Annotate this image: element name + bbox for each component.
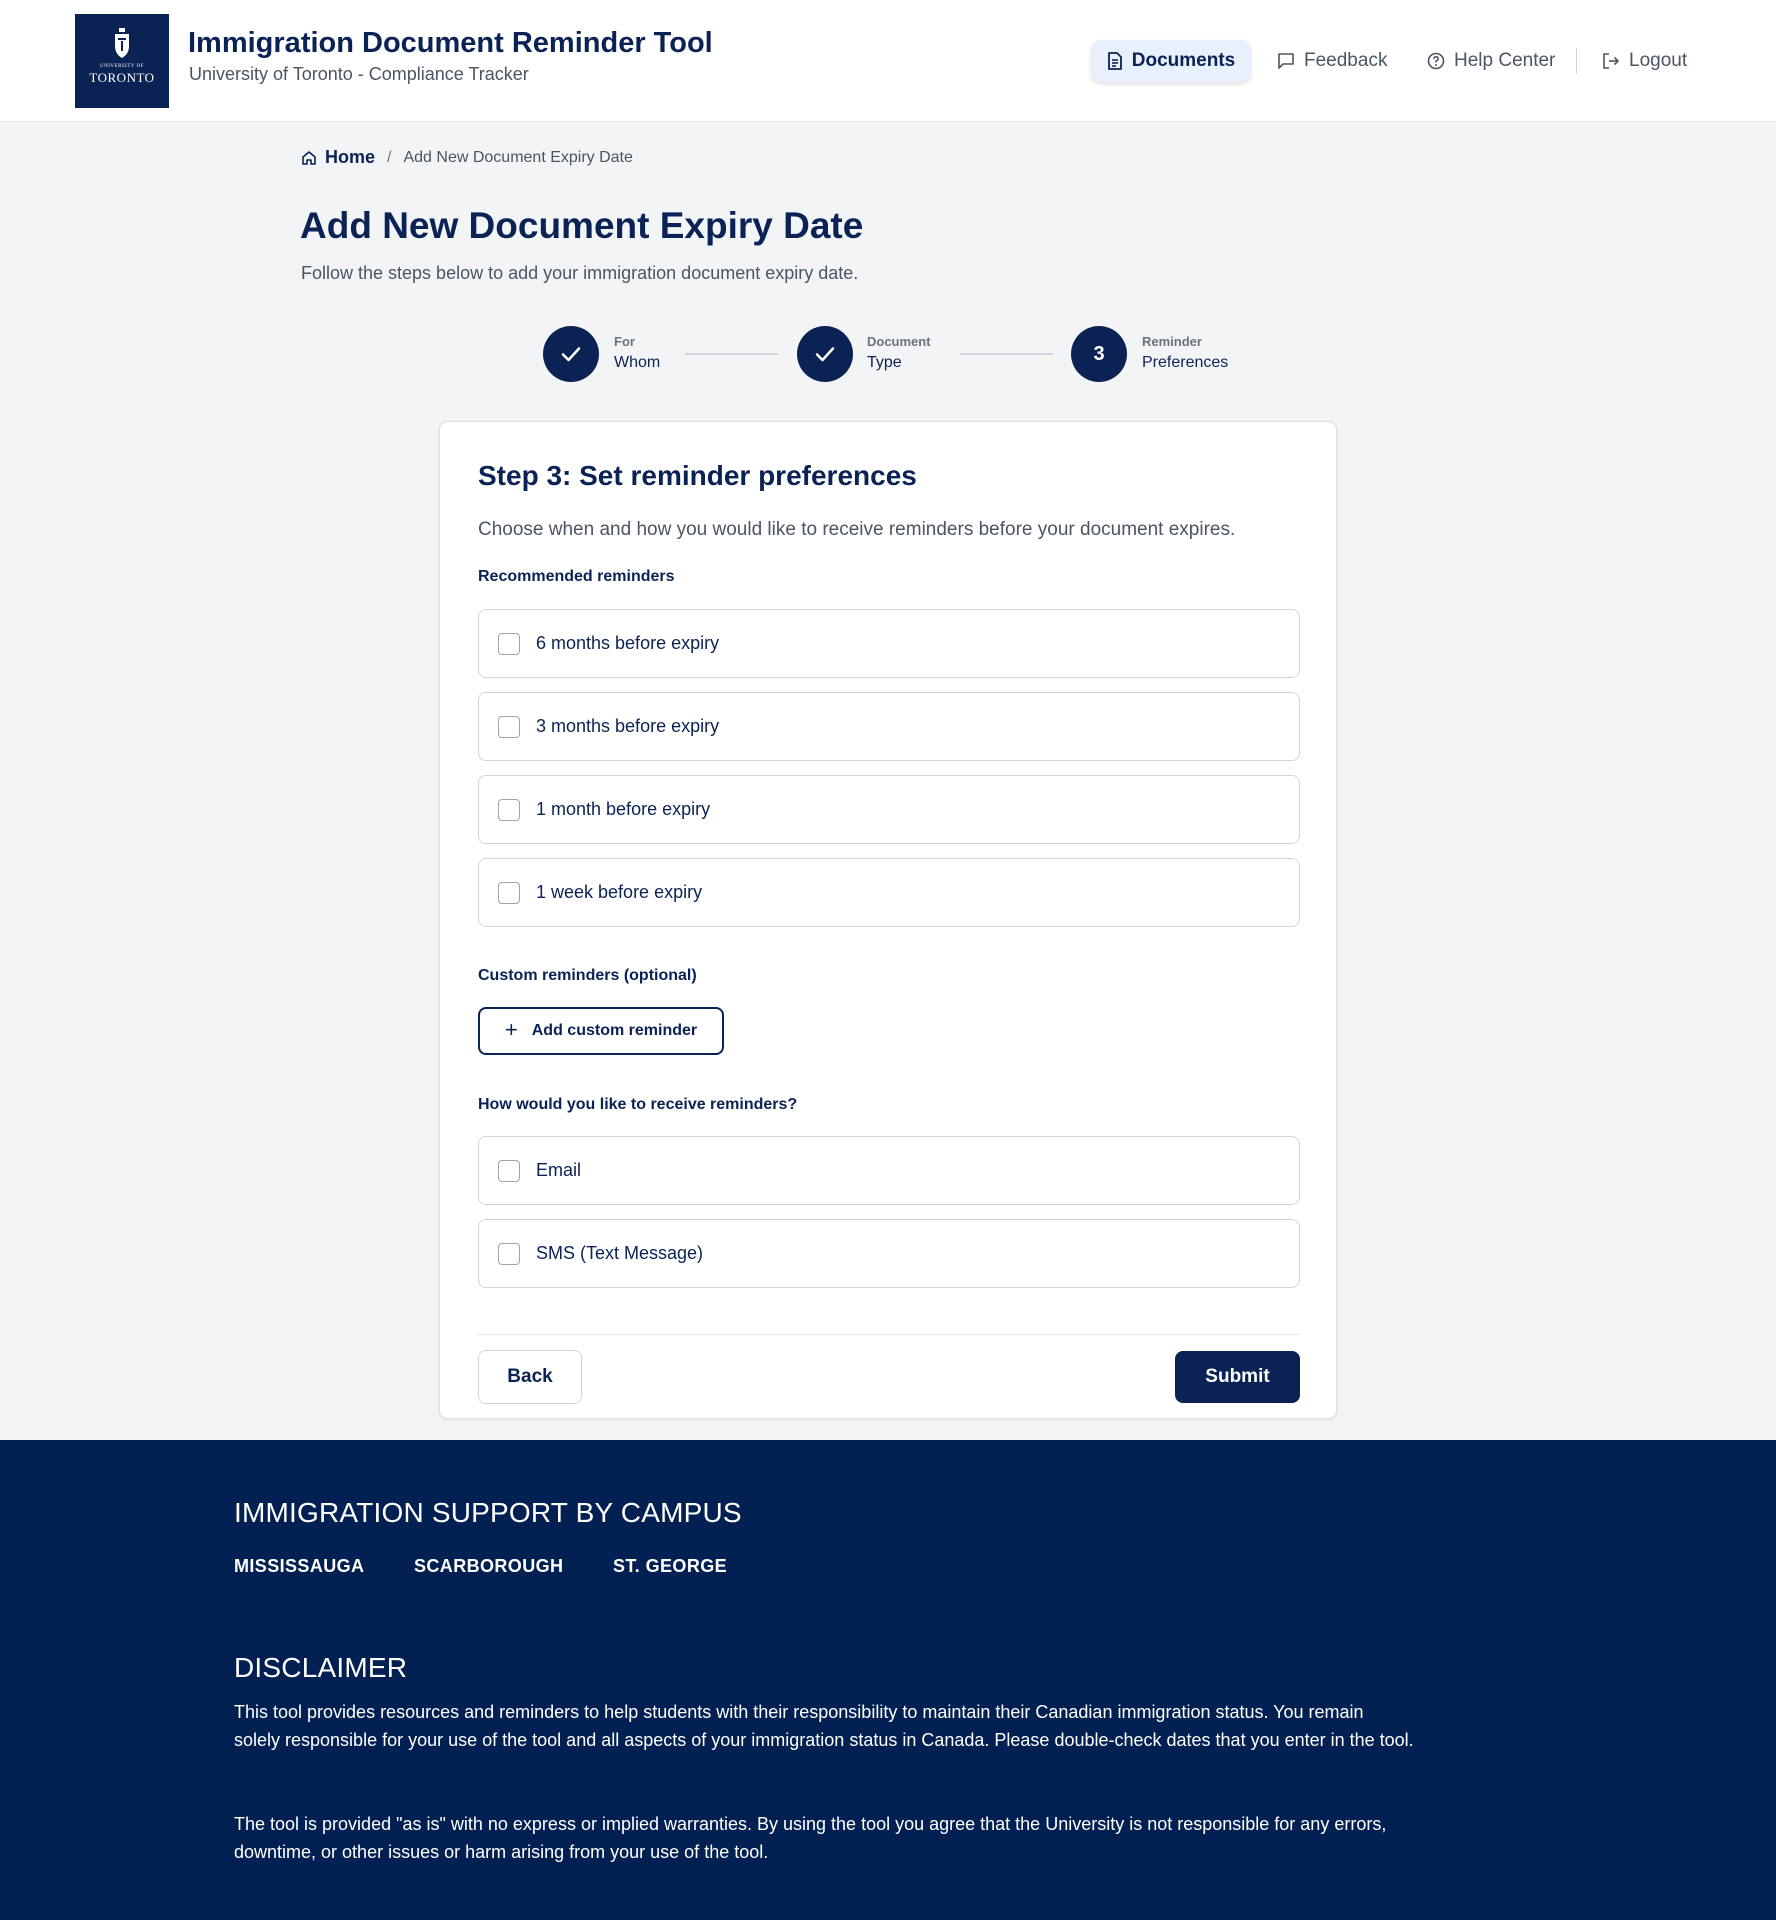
- step-3-label: [1142, 334, 1228, 372]
- breadcrumb-home[interactable]: Home: [325, 147, 376, 167]
- nav-divider: [1576, 48, 1577, 74]
- step-1-small: For: [614, 334, 635, 349]
- delivery-method-label: How would you like to receive reminders?: [478, 1096, 798, 1113]
- channel-option-label: SMS (Text Message): [536, 1243, 704, 1263]
- nav-logout[interactable]: [1602, 40, 1687, 82]
- step-2-circle: [797, 326, 853, 382]
- reminder-option-1-week[interactable]: [478, 858, 1300, 927]
- step-3-small: Reminder: [1142, 334, 1202, 349]
- step-3-number: 3: [1093, 342, 1105, 365]
- app-subtitle: University of Toronto - Compliance Tracker: [189, 64, 529, 84]
- step-connector-1: [685, 353, 778, 355]
- app-header: [0, 0, 1776, 122]
- step-3-main: Preferences: [1142, 354, 1229, 371]
- breadcrumb-separator: /: [387, 148, 392, 166]
- home-icon[interactable]: [301, 150, 317, 166]
- reminder-preferences-card: [439, 421, 1337, 1419]
- checkbox[interactable]: [498, 716, 520, 738]
- campus-link-mississauga[interactable]: MISSISSAUGA: [234, 1556, 365, 1576]
- page-subtitle: Follow the steps below to add your immigration document expiry date.: [301, 263, 859, 283]
- reminder-option-3-months[interactable]: [478, 692, 1300, 761]
- add-custom-reminder-label: Add custom reminder: [531, 1022, 698, 1039]
- site-footer: [0, 1440, 1776, 1920]
- nav-feedback-label: Feedback: [1304, 50, 1388, 71]
- checkbox[interactable]: [498, 1160, 520, 1182]
- disclaimer-heading: DISCLAIMER: [234, 1652, 408, 1683]
- card-title: Step 3: Set reminder preferences: [478, 460, 917, 491]
- nav-help-center[interactable]: [1427, 40, 1555, 82]
- help-circle-icon: [1427, 52, 1445, 70]
- document-icon: [1107, 52, 1123, 70]
- step-1-main: Whom: [614, 354, 661, 371]
- card-footer-divider: [478, 1334, 1300, 1335]
- checkmark-icon: [559, 342, 583, 366]
- campus-heading: IMMIGRATION SUPPORT BY CAMPUS: [234, 1497, 742, 1528]
- disclaimer-paragraph-2: The tool is provided "as is" with no express or implied warranties. By using the tool you agree that the University is not responsible for any errors, downtime, or other issues or harm arising from your use of the tool.: [234, 1814, 1387, 1862]
- reminder-option-label: 6 months before expiry: [536, 633, 720, 653]
- page-title: Add New Document Expiry Date: [300, 205, 864, 246]
- step-2-main: Type: [867, 354, 902, 371]
- step-2-label: [867, 334, 931, 372]
- nav-help-label: Help Center: [1454, 50, 1556, 71]
- university-logo[interactable]: [75, 14, 169, 108]
- nav-feedback[interactable]: [1277, 40, 1387, 82]
- campus-link-st-george[interactable]: ST. GEORGE: [613, 1556, 728, 1576]
- checkbox[interactable]: [498, 882, 520, 904]
- back-button[interactable]: Back: [478, 1350, 582, 1404]
- checkmark-icon: [813, 342, 837, 366]
- submit-button[interactable]: Submit: [1175, 1351, 1300, 1403]
- logo-line-1: UNIVERSITY OF: [100, 64, 144, 69]
- logo-line-2: TORONTO: [89, 70, 155, 85]
- checkbox[interactable]: [498, 799, 520, 821]
- logout-icon: [1602, 52, 1620, 70]
- step-3-circle: [1071, 326, 1127, 382]
- card-description: Choose when and how you would like to receive reminders before your document expires.: [478, 519, 1236, 540]
- reminder-option-6-months[interactable]: [478, 609, 1300, 678]
- checkbox[interactable]: [498, 633, 520, 655]
- app-title: Immigration Document Reminder Tool: [188, 27, 713, 59]
- channel-option-sms[interactable]: [478, 1219, 1300, 1288]
- message-icon: [1277, 52, 1295, 70]
- breadcrumb: [301, 147, 633, 168]
- plus-icon: +: [504, 1017, 518, 1042]
- recommended-reminders-label: Recommended reminders: [478, 568, 675, 585]
- step-2-small: Document: [867, 334, 931, 349]
- channel-option-email[interactable]: [478, 1136, 1300, 1205]
- custom-reminders-label: Custom reminders (optional): [478, 967, 697, 984]
- campus-link-scarborough[interactable]: SCARBOROUGH: [414, 1556, 564, 1576]
- breadcrumb-current: Add New Document Expiry Date: [403, 148, 633, 166]
- channel-option-label: Email: [536, 1160, 582, 1180]
- crest-icon: [113, 28, 131, 60]
- step-connector-2: [960, 353, 1053, 355]
- step-1-circle: [543, 326, 599, 382]
- reminder-option-1-month[interactable]: [478, 775, 1300, 844]
- checkbox[interactable]: [498, 1243, 520, 1265]
- reminder-option-label: 3 months before expiry: [536, 716, 720, 736]
- reminder-option-label: 1 week before expiry: [536, 882, 703, 902]
- reminder-option-label: 1 month before expiry: [536, 799, 711, 819]
- add-custom-reminder-button[interactable]: [478, 1007, 724, 1055]
- disclaimer-paragraph-1: This tool provides resources and reminders to help students with their responsibility to maintain their Canadian immigration status. You remain solely responsible for your use of the tool and all aspects of your immigration status in Canada. Please double-check dates that you enter in the tool.: [234, 1702, 1414, 1750]
- step-1-label: [614, 334, 660, 372]
- nav-documents-label: Documents: [1131, 50, 1236, 71]
- nav-logout-label: Logout: [1629, 50, 1688, 71]
- nav-documents[interactable]: [1091, 40, 1251, 82]
